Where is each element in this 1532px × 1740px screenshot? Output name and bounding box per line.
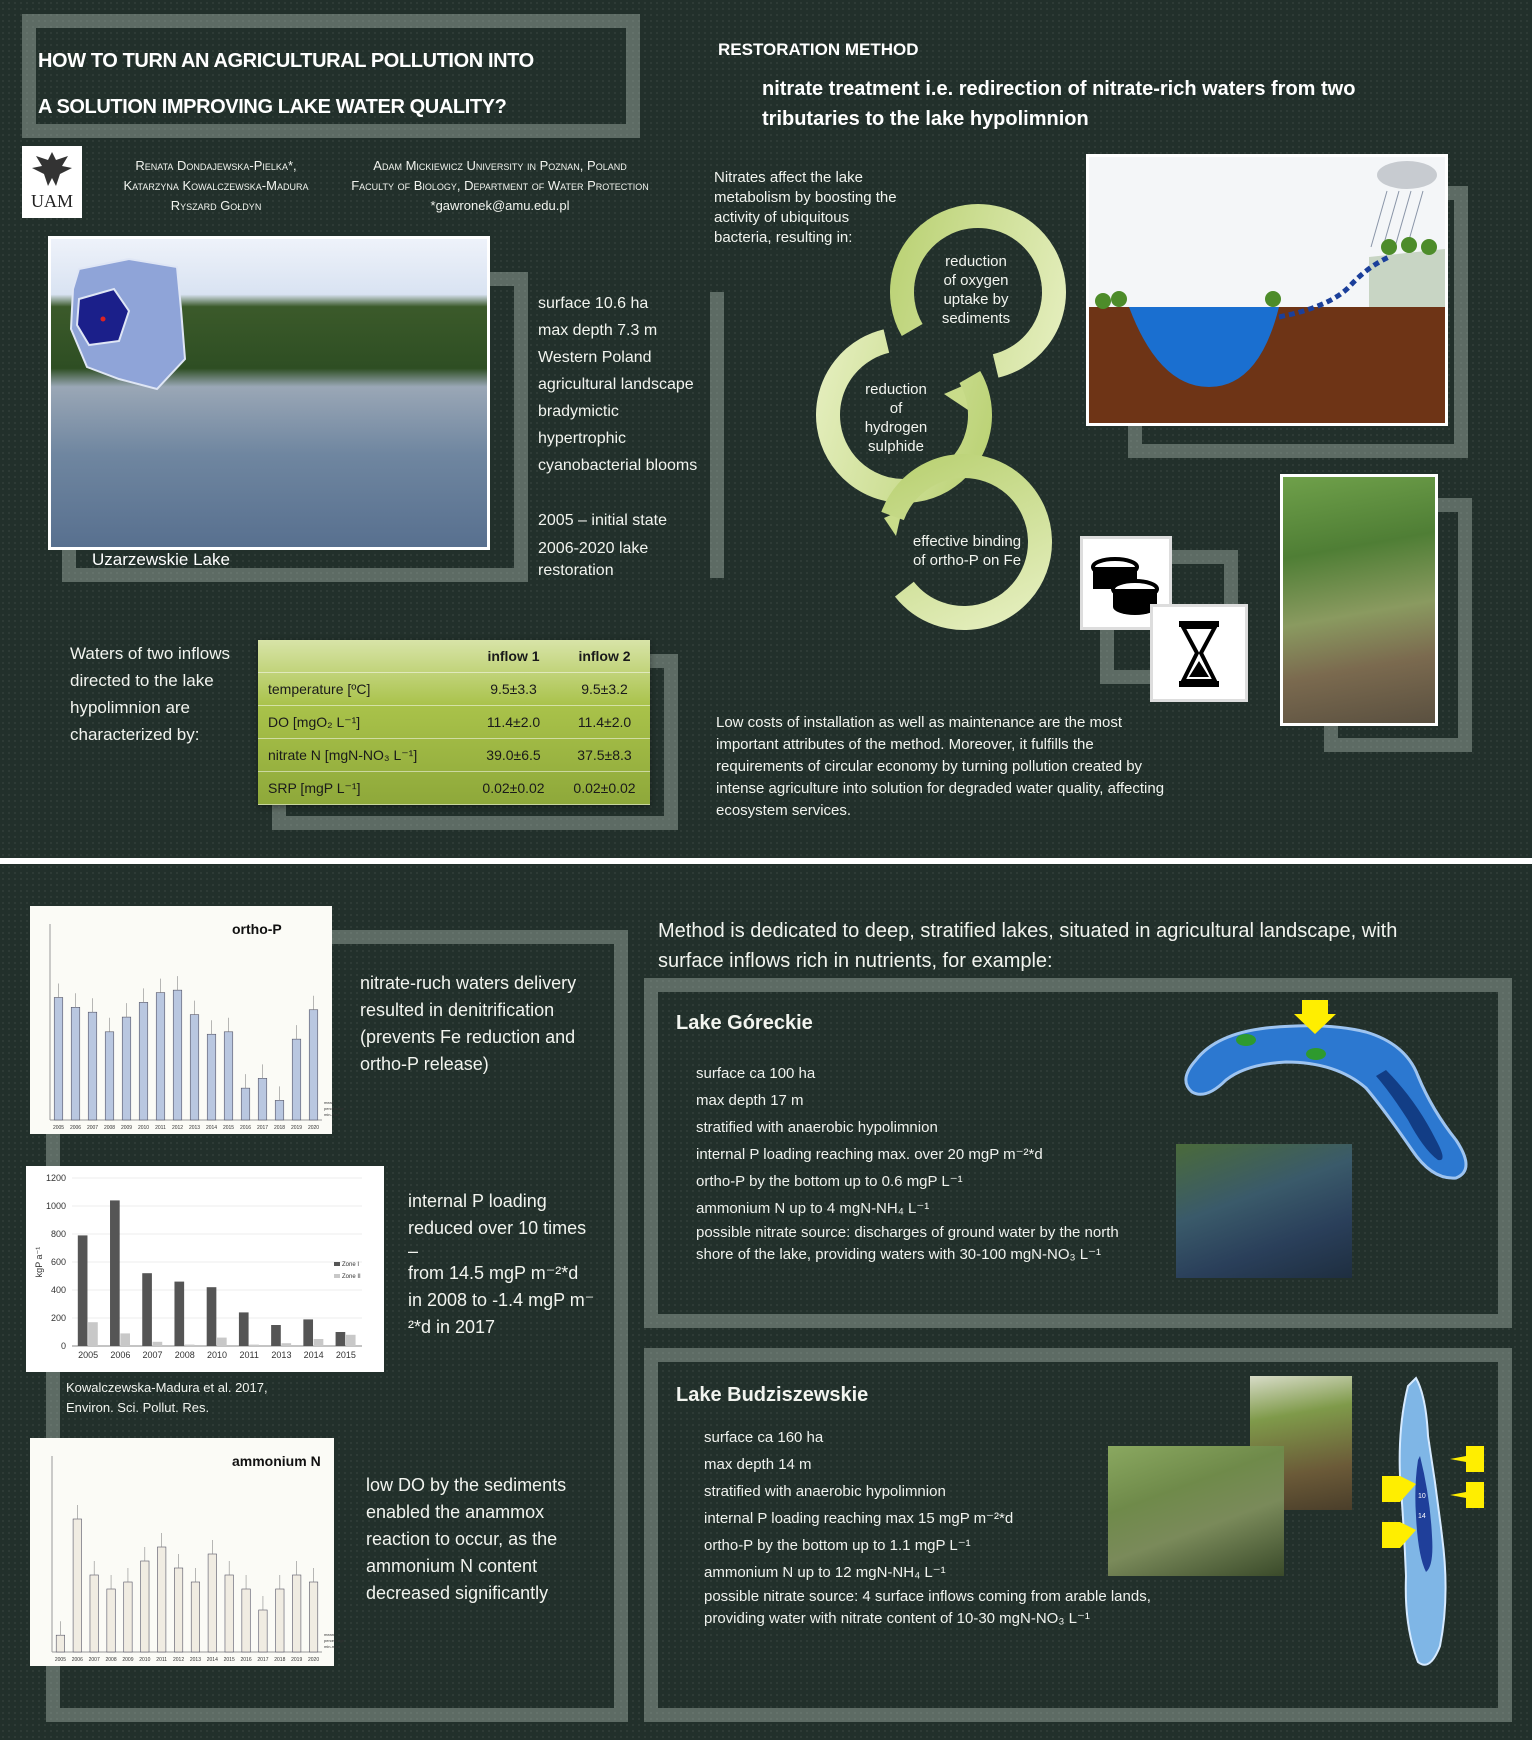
bar — [191, 1582, 199, 1652]
history-restoration-2: restoration — [538, 562, 614, 579]
bar — [142, 1273, 152, 1346]
lake-fact-depth: max depth 7.3 m — [538, 322, 658, 339]
row-nitrate-label: nitrate N [mgN-NO₃ L⁻¹] — [258, 739, 468, 772]
row-srp-v1: 0.02±0.02 — [468, 772, 559, 805]
bar — [190, 1015, 199, 1120]
budziszewskie-fact-source-1: possible nitrate source: 4 surface inflows coming from arable lands, — [704, 1588, 1151, 1605]
x-tick-label: 2019 — [291, 1657, 303, 1663]
x-tick-label: 2012 — [171, 1125, 184, 1131]
gorecki-photo — [1176, 1144, 1352, 1278]
x-tick-label: 2011 — [156, 1657, 168, 1663]
orthop-chart — [30, 906, 345, 1134]
budziszewskie-fact-stratified: stratified with anaerobic hypolimnion — [704, 1483, 946, 1500]
bar — [124, 1582, 132, 1652]
row-srp-label: SRP [mgP L⁻¹] — [258, 772, 468, 805]
gorecki-fact-surface: surface ca 100 ha — [696, 1065, 816, 1082]
y-tick-label: 200 — [50, 1313, 66, 1323]
bar — [309, 1010, 318, 1120]
author-3: Ryszard Gołdyn — [170, 198, 262, 213]
poland-map-icon — [59, 249, 189, 399]
costs-line-1: Low costs of installation as well as maintenance are the most — [716, 714, 1123, 731]
orthop-text — [360, 970, 576, 1078]
bar — [303, 1319, 313, 1346]
ammonium-text-1: low DO by the sediments — [366, 1475, 567, 1495]
budziszewskie-fact-orthop: ortho-P by the bottom up to 1.1 mgP L⁻¹ — [704, 1537, 971, 1554]
bar — [54, 998, 63, 1121]
y-tick-label: 1000 — [45, 1201, 66, 1211]
cycle-step-oxygen — [918, 252, 1034, 328]
table-row — [258, 673, 650, 706]
y-tick-label: 600 — [50, 1257, 66, 1267]
loading-text-1: internal P loading — [408, 1191, 547, 1211]
bar — [185, 1345, 195, 1346]
budziszewskie-fact-depth: max depth 14 m — [704, 1456, 812, 1473]
bar — [259, 1610, 267, 1652]
x-tick-label: 2012 — [173, 1657, 185, 1663]
lake-fact-blooms: cyanobacterial blooms — [538, 457, 698, 474]
bar — [139, 1002, 148, 1120]
orthop-text-2: resulted in denitrification — [360, 1000, 555, 1020]
y-tick-label: 800 — [50, 1229, 66, 1239]
bar — [281, 1343, 291, 1346]
x-tick-label: 2010 — [139, 1657, 151, 1663]
inflows-intro-2: directed to the lake — [70, 671, 214, 690]
ammonium-chart — [30, 1438, 345, 1666]
x-tick-label: 2011 — [155, 1125, 166, 1131]
row-srp-v2: 0.02±0.02 — [559, 772, 650, 805]
y-tick-label: 1200 — [45, 1173, 66, 1183]
inflows-intro — [70, 640, 230, 748]
citation-1: Kowalczewska-Madura et al. 2017, — [66, 1380, 268, 1395]
x-tick-label: 2013 — [188, 1125, 201, 1131]
loading-text-4: from 14.5 mgP m⁻²*d — [408, 1263, 579, 1283]
ammonium-text-2: enabled the anammox — [366, 1502, 545, 1522]
row-do-v1: 11.4±2.0 — [468, 706, 559, 739]
x-tick-label: 2013 — [189, 1657, 201, 1663]
loading-text — [408, 1188, 594, 1341]
y-axis-label: kgP a⁻¹ — [34, 1246, 44, 1278]
costs-line-4: intense agriculture into solution for degraded water quality, affecting — [716, 780, 1165, 797]
row-temperature-v2: 9.5±3.2 — [559, 673, 650, 706]
vertical-divider — [710, 292, 724, 578]
ammonium-text — [366, 1472, 566, 1607]
bar — [217, 1338, 227, 1346]
budziszewskie-title: Lake Budziszewskie — [676, 1384, 869, 1406]
gorecki-title: Lake Góreckie — [676, 1012, 813, 1034]
effects-intro-4: bacteria, resulting in: — [714, 229, 853, 246]
lake-fact-landscape: agricultural landscape — [538, 376, 694, 393]
cycle-step-sulphide-2: of — [889, 400, 903, 417]
loading-text-2: reduced over 10 times — [408, 1218, 587, 1238]
budziszewskie-facts — [704, 1424, 1151, 1630]
chart-title: ammonium N — [232, 1453, 321, 1469]
affiliation — [340, 156, 660, 216]
orthop-text-1: nitrate-ruch waters delivery — [360, 973, 577, 993]
costs-paragraph — [716, 712, 1276, 822]
examples-intro — [658, 916, 1397, 976]
x-tick-label: 2008 — [174, 1350, 195, 1360]
inflows-intro-3: hypolimnion are — [70, 698, 191, 717]
method-headline-2: tributaries to the lake hypolimnion — [762, 108, 1089, 130]
depth-label-14: 14 — [1418, 1513, 1426, 1520]
budziszewskie-photo-2 — [1108, 1446, 1284, 1576]
gorecki-fact-source-2: shore of the lake, providing waters with 30-100 mgN-NO₃ L⁻¹ — [696, 1246, 1102, 1263]
bar — [207, 1287, 217, 1346]
x-tick-label: 2017 — [257, 1657, 269, 1663]
legend-swatch — [334, 1262, 340, 1266]
x-tick-label: 2014 — [205, 1125, 218, 1131]
stream-photo — [1280, 474, 1438, 726]
cycle-step-binding-2: of ortho-P on Fe — [912, 552, 1022, 569]
bar — [173, 990, 182, 1120]
x-tick-label: 2019 — [290, 1125, 303, 1131]
lake-fact-trophy: hypertrophic — [538, 430, 627, 447]
bar — [71, 1007, 80, 1120]
row-do-label: DO [mgO₂ L⁻¹] — [258, 706, 468, 739]
budziszewskie-fact-surface: surface ca 160 ha — [704, 1429, 824, 1446]
lake-facts — [538, 290, 718, 479]
bar — [241, 1088, 250, 1120]
x-tick-label: 2016 — [240, 1657, 252, 1663]
row-temperature-label: temperature [ºC] — [258, 673, 468, 706]
x-tick-label: 2015 — [335, 1350, 356, 1360]
gorecki-fact-loading: internal P loading reaching max. over 20 mgP m⁻²*d — [696, 1146, 1043, 1163]
bar — [78, 1235, 88, 1346]
x-tick-label: 2006 — [69, 1125, 82, 1131]
bar — [105, 1032, 114, 1120]
legend-entry: Zone I — [342, 1262, 360, 1268]
bar — [157, 1547, 165, 1652]
bar — [314, 1339, 324, 1346]
cycle-step-sulphide-4: sulphide — [868, 438, 924, 455]
citation-2: Environ. Sci. Pollut. Res. — [66, 1400, 210, 1415]
lake-fact-mixing: bradymictic — [538, 403, 619, 420]
history-restoration-1: 2006-2020 lake — [538, 540, 649, 557]
cycle-step-oxygen-4: sediments — [941, 310, 1011, 327]
section-divider — [0, 858, 1532, 864]
bar — [207, 1034, 216, 1120]
x-tick-label: 2016 — [239, 1125, 252, 1131]
bar — [174, 1568, 182, 1652]
author-list — [100, 156, 332, 216]
cycle-step-sulphide — [846, 380, 946, 456]
x-tick-label: 2020 — [307, 1125, 320, 1131]
cycle-step-sulphide-1: reduction — [865, 381, 927, 398]
x-tick-label: 2006 — [71, 1657, 83, 1663]
costs-line-3: requirements of circular economy by turning pollution created by — [716, 758, 1143, 775]
uam-logo — [22, 146, 82, 218]
cycle-step-binding-1: effective binding — [912, 533, 1022, 550]
bar — [88, 1012, 97, 1120]
x-tick-label: 2009 — [122, 1657, 134, 1663]
x-tick-label: 2015 — [222, 1125, 235, 1131]
bar — [242, 1589, 250, 1652]
bar — [120, 1333, 130, 1346]
bar — [107, 1589, 115, 1652]
depth-label-10: 10 — [1418, 1493, 1426, 1500]
legend-entry: min-max — [324, 1644, 340, 1649]
cycle-step-binding — [892, 532, 1042, 570]
bar — [122, 1017, 131, 1120]
x-tick-label: 2007 — [86, 1125, 99, 1131]
x-tick-label: 2008 — [103, 1125, 116, 1131]
y-tick-label: 0 — [60, 1341, 66, 1351]
loading-text-5: in 2008 to -1.4 mgP m⁻ — [408, 1290, 595, 1310]
budziszewskie-fact-source-2: providing water with nitrate content of 10-30 mgN-NO₃ L⁻¹ — [704, 1610, 1090, 1627]
inflow-table — [258, 640, 650, 805]
x-tick-label: 2010 — [137, 1125, 150, 1131]
logo-text: UAM — [30, 191, 73, 211]
x-tick-label: 2005 — [54, 1657, 66, 1663]
x-tick-label: 2011 — [239, 1350, 259, 1360]
title-line-2: A SOLUTION IMPROVING LAKE WATER QUALITY? — [38, 96, 507, 118]
inflows-intro-1: Waters of two inflows — [70, 644, 230, 663]
bar — [309, 1582, 317, 1652]
bar — [156, 993, 165, 1120]
budziszewskie-fact-loading: internal P loading reaching max 15 mgP m⁻²*d — [704, 1510, 1014, 1527]
ammonium-text-4: ammonium N content — [366, 1556, 538, 1576]
x-tick-label: 2015 — [223, 1657, 235, 1663]
inflow-arrow-icon — [1450, 1482, 1484, 1508]
bar — [276, 1589, 284, 1652]
bar — [271, 1325, 281, 1346]
gorecki-fact-stratified: stratified with anaerobic hypolimnion — [696, 1119, 938, 1136]
hourglass-icon — [1150, 604, 1248, 702]
inflow-table-header — [258, 640, 650, 673]
legend-entry: percentage — [324, 1638, 345, 1643]
method-headline-1: nitrate treatment i.e. redirection of nitrate-rich waters from two — [762, 78, 1356, 100]
method-label: RESTORATION METHOD — [718, 40, 919, 59]
loading-text-6: ²*d in 2017 — [408, 1317, 496, 1337]
x-tick-label: 2014 — [303, 1350, 324, 1360]
lake-caption: Uzarzewskie Lake — [92, 550, 230, 569]
x-tick-label: 2018 — [274, 1657, 286, 1663]
bar — [88, 1322, 98, 1346]
x-tick-label: 2009 — [120, 1125, 133, 1131]
header-inflow-2: inflow 2 — [559, 640, 650, 673]
bar — [208, 1554, 216, 1652]
orthop-text-4: ortho-P release) — [360, 1054, 489, 1074]
y-tick-label: 400 — [50, 1285, 66, 1295]
bar — [56, 1635, 64, 1652]
contact-email: *gawronek@amu.edu.pl — [430, 198, 570, 213]
lake-photo — [48, 236, 490, 550]
method-headline — [762, 74, 1355, 134]
x-tick-label: 2014 — [206, 1657, 218, 1663]
x-tick-label: 2017 — [256, 1125, 269, 1131]
author-2: Katarzyna Kowalczewska-Madura — [123, 178, 309, 193]
author-1: Renata Dondajewska-Pielka*, — [135, 158, 297, 173]
gorecki-fact-source-1: possible nitrate source: discharges of ground water by the north — [696, 1224, 1119, 1241]
cycle-step-oxygen-3: uptake by — [943, 291, 1009, 308]
bar — [153, 1342, 163, 1346]
history-initial: 2005 – initial state — [538, 512, 667, 529]
x-tick-label: 2006 — [110, 1350, 131, 1360]
effects-intro-1: Nitrates affect the lake — [714, 169, 863, 186]
bar — [292, 1039, 301, 1120]
ammonium-text-3: reaction to occur, as the — [366, 1529, 558, 1549]
row-nitrate-v2: 37.5±8.3 — [559, 739, 650, 772]
loading-chart — [26, 1166, 384, 1372]
costs-line-2: important attributes of the method. Moreover, it fulfills the — [716, 736, 1094, 753]
gorecki-fact-ammonium: ammonium N up to 4 mgN-NH₄ L⁻¹ — [696, 1200, 930, 1217]
budziszewskie-lake-map — [1370, 1376, 1490, 1676]
ammonium-text-5: decreased significantly — [366, 1583, 549, 1603]
lake-fact-region: Western Poland — [538, 349, 652, 366]
bar — [275, 1100, 284, 1120]
bar — [224, 1032, 233, 1120]
bar — [174, 1282, 184, 1346]
bar — [73, 1519, 81, 1652]
budziszewskie-fact-ammonium: ammonium N up to 12 mgN-NH₄ L⁻¹ — [704, 1564, 946, 1581]
affiliation-faculty: Faculty of Biology, Department of Water Protection — [351, 178, 649, 193]
x-tick-label: 2005 — [78, 1350, 99, 1360]
x-tick-label: 2020 — [308, 1657, 320, 1663]
bar — [258, 1078, 267, 1120]
citation — [66, 1378, 268, 1418]
gorecki-facts — [696, 1060, 1119, 1266]
legend-entry: Zone II — [342, 1274, 361, 1280]
affiliation-university: Adam Mickiewicz University in Poznan, Poland — [373, 158, 627, 173]
x-tick-label: 2005 — [52, 1125, 65, 1131]
bar — [141, 1561, 149, 1652]
orthop-text-3: (prevents Fe reduction and — [360, 1027, 576, 1047]
bar — [292, 1575, 300, 1652]
cycle-step-oxygen-2: of oxygen — [943, 272, 1009, 289]
x-tick-label: 2007 — [88, 1657, 100, 1663]
x-tick-label: 2010 — [206, 1350, 228, 1360]
effects-intro-2: metabolism by boosting the — [714, 189, 897, 206]
inflows-intro-4: characterized by: — [70, 725, 200, 744]
table-row — [258, 772, 650, 805]
examples-intro-1: Method is dedicated to deep, stratified lakes, situated in agricultural landscape, with — [658, 920, 1398, 942]
examples-intro-2: surface inflows rich in nutrients, for example: — [658, 950, 1053, 972]
chart-title: ortho-P — [232, 921, 282, 937]
lake-history — [538, 510, 667, 582]
header-inflow-1: inflow 1 — [468, 640, 559, 673]
lake-fact-surface: surface 10.6 ha — [538, 295, 649, 312]
legend-entry: mean — [324, 1100, 335, 1105]
x-tick-label: 2013 — [271, 1350, 292, 1360]
bar — [110, 1200, 120, 1346]
cycle-step-oxygen-1: reduction — [945, 253, 1007, 270]
row-temperature-v1: 9.5±3.3 — [468, 673, 559, 706]
gorecki-fact-depth: max depth 17 m — [696, 1092, 804, 1109]
bar — [336, 1332, 346, 1346]
bar — [249, 1345, 259, 1346]
lake-scheme-illustration — [1086, 154, 1448, 426]
bar — [90, 1575, 98, 1652]
eagle-icon — [22, 146, 82, 190]
legend-entry: percentage — [324, 1106, 345, 1111]
legend-entry: mean — [324, 1632, 335, 1637]
effects-intro-3: activity of ubiquitous — [714, 209, 850, 226]
table-row — [258, 739, 650, 772]
title-line-1: HOW TO TURN AN AGRICULTURAL POLLUTION INTO — [38, 50, 534, 72]
legend-entry: min-max — [324, 1112, 340, 1117]
row-nitrate-v1: 39.0±6.5 — [468, 739, 559, 772]
x-tick-label: 2008 — [105, 1657, 117, 1663]
inflow-arrow-icon — [1450, 1446, 1484, 1472]
costs-line-5: ecosystem services. — [716, 802, 852, 819]
x-tick-label: 2018 — [273, 1125, 286, 1131]
bar — [346, 1335, 356, 1346]
row-do-v2: 11.4±2.0 — [559, 706, 650, 739]
table-row — [258, 706, 650, 739]
legend-swatch — [334, 1274, 340, 1278]
bar — [225, 1575, 233, 1652]
x-tick-label: 2007 — [142, 1350, 163, 1360]
cycle-step-sulphide-3: hydrogen — [864, 419, 928, 436]
poster-title — [38, 38, 534, 130]
gorecki-fact-orthop: ortho-P by the bottom up to 0.6 mgP L⁻¹ — [696, 1173, 963, 1190]
bar — [239, 1312, 249, 1346]
loading-text-3: – — [408, 1241, 419, 1261]
